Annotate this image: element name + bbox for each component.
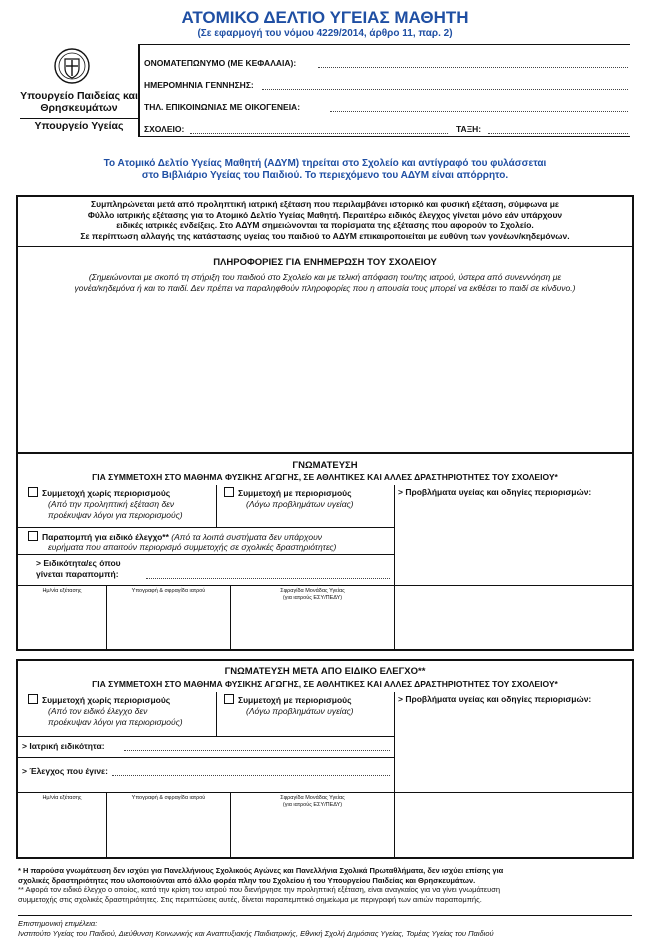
special-col-doctor-signature: Υπογραφή & σφραγίδα ιατρού xyxy=(131,795,206,801)
specialties-line-2: γίνεται παραπομπή: xyxy=(36,568,119,579)
special-col-unit-stamp-2: (για ιατρούς ΕΣΥ/ΠΕΔΥ) xyxy=(282,802,343,808)
special-unrestricted-note-2: προέκυψαν λόγοι για περιορισμούς) xyxy=(48,716,183,727)
school-info-input-area[interactable] xyxy=(20,300,630,450)
class-label: ΤΑΞΗ: xyxy=(456,124,482,134)
name-field[interactable] xyxy=(318,58,628,68)
special-restricted-label: Συμμετοχή με περιορισμούς xyxy=(238,695,352,705)
divider xyxy=(216,485,217,527)
school-info-note xyxy=(18,272,632,293)
unrestricted-option[interactable] xyxy=(28,487,170,499)
class-field[interactable] xyxy=(488,124,628,134)
health-problems-text: Προβλήματα υγείας και οδηγίες περιορισμών: xyxy=(405,487,592,497)
referral-note-2: ευρήματα που απαιτούν περιορισμό συμμετοχής σε σχολικές δραστηριότητες) xyxy=(48,542,337,552)
intro-line-4: Σε περίπτωση αλλαγής της κατάστασης υγείας του παιδιού το ΑΔΥΜ επικαιροποιείται με ευθύνη των γονέων/κηδεμόνων. xyxy=(80,230,570,241)
referral-label: Παραπομπή για ειδικό έλεγχο** xyxy=(42,532,169,542)
restricted-label: Συμμετοχή με περιορισμούς xyxy=(238,488,352,498)
unrestricted-checkbox[interactable] xyxy=(28,487,38,497)
col-unit-stamp-2: (για ιατρούς ΕΣΥ/ΠΕΔΥ) xyxy=(282,595,343,601)
col-exam-date: Ημ/νία εξέτασης xyxy=(42,588,82,594)
divider xyxy=(394,585,395,651)
col-unit-stamp xyxy=(231,588,394,602)
divider xyxy=(18,915,632,916)
school-label: ΣΧΟΛΕΙΟ: xyxy=(144,124,185,134)
specialties-field[interactable] xyxy=(146,569,390,579)
document-subtitle: (Σε εφαρμογή του νόμου 4229/2014, άρθρο 11, παρ. 2) xyxy=(197,28,453,39)
special-assessment-heading: ΓΝΩΜΑΤΕΥΣΗ ΜΕΤΑ ΑΠΟ ΕΙΔΙΚΟ ΕΛΕΓΧΟ** xyxy=(224,666,426,677)
special-health-problems-text: Προβλήματα υγείας και οδηγίες περιορισμών: xyxy=(405,694,592,704)
restricted-checkbox[interactable] xyxy=(224,487,234,497)
school-info-note-1: (Σημειώνονται με σκοπό τη στήριξη του παιδιού στο Σχολείο και με τελική απόφαση του/της ιατρού, ύστερα από συνεννόηση με xyxy=(88,272,562,282)
document-title: ΑΤΟΜΙΚΟ ΔΕΛΤΙΟ ΥΓΕΙΑΣ ΜΑΘΗΤΗ xyxy=(181,8,469,27)
special-specialty-label: > Ιατρική ειδικότητα: xyxy=(22,741,105,751)
special-specialty-text: Ιατρική ειδικότητα: xyxy=(29,741,105,751)
special-health-problems-label: > Προβλήματα υγείας και οδηγίες περιορισμών: xyxy=(398,694,592,704)
divider xyxy=(16,527,395,528)
divider xyxy=(16,792,634,793)
dob-label: ΗΜΕΡΟΜΗΝΙΑ ΓΕΝΝΗΣΗΣ: xyxy=(144,80,254,90)
school-info-note-2: γονέα/κηδεμόνα ή και το παιδί. Δεν πρέπει να παραληφθούν πληροφορίες που η απουσία τους μπορεί να εκθέσει το παιδί σε κίνδυνο.) xyxy=(74,282,576,293)
special-assessment-subheading: ΓΙΑ ΣΥΜΜΕΤΟΧΗ ΣΤΟ ΜΑΘΗΜΑ ΦΥΣΙΚΗΣ ΑΓΩΓΗΣ, ΣΕ ΑΘΛΗΤΙΚΕΣ ΚΑΙ ΑΛΛΕΣ ΔΡΑΣΤΗΡΙΟΤΗΤΕΣ ΤΟΥ ΣΧΟΛΕΙΟΥ* xyxy=(92,679,558,689)
special-unrestricted-checkbox[interactable] xyxy=(28,694,38,704)
special-check-label: > Έλεγχος που έγινε: xyxy=(22,766,108,776)
specialties-line-1: Ειδικότητα/ες όπου xyxy=(43,558,121,568)
header-top-rule xyxy=(138,44,630,45)
footnote-1-line-2: σχολικές δραστηριότητες που υλοποιούνται από άλλο φορέα πλην του Σχολείου ή του Υπουργείου Παιδείας και Θρησκευμάτων. xyxy=(18,875,476,885)
col-doctor-signature: Υπογραφή & σφραγίδα ιατρού xyxy=(131,588,206,594)
specialties-label: > Ειδικότητα/ες όπου γίνεται παραπομπή: xyxy=(36,558,121,579)
special-unrestricted-option[interactable] xyxy=(28,694,170,706)
school-info-heading: ΠΛΗΡΟΦΟΡΙΕΣ ΓΙΑ ΕΝΗΜΕΡΩΣΗ ΤΟΥ ΣΧΟΛΕΙΟΥ xyxy=(213,257,437,268)
special-restricted-option[interactable] xyxy=(224,694,352,706)
unrestricted-note-2: προέκυψαν λόγοι για περιορισμούς) xyxy=(48,509,183,520)
special-restricted-note: (Λόγω προβλημάτων υγείας) xyxy=(246,706,354,716)
hellenic-crest-icon xyxy=(52,46,92,86)
divider xyxy=(16,585,634,586)
referral-checkbox[interactable] xyxy=(28,531,38,541)
divider xyxy=(394,692,395,792)
intro-text xyxy=(18,199,632,241)
divider xyxy=(394,792,395,859)
name-label: ΟΝΟΜΑΤΕΠΩΝΥΜΟ (ΜΕ ΚΕΦΑΛΑΙΑ): xyxy=(144,58,297,68)
special-check-text: Έλεγχος που έγινε: xyxy=(29,766,108,776)
unrestricted-label: Συμμετοχή χωρίς περιορισμούς xyxy=(42,488,171,498)
special-col-unit-stamp xyxy=(231,795,394,809)
col-unit-stamp-1: Σφραγίδα Μονάδας Υγείας xyxy=(280,588,345,594)
header-divider xyxy=(138,44,140,136)
phone-label: ΤΗΛ. ΕΠΙΚΟΙΝΩΝΙΑΣ ΜΕ ΟΙΚΟΓΕΝΕΙΑ: xyxy=(144,102,301,112)
restricted-note: (Λόγω προβλημάτων υγείας) xyxy=(246,499,354,509)
scientific-label: Επιστημονική επιμέλεια: xyxy=(18,919,98,928)
notice-line-2: στο Βιβλιάριο Υγείας του Παιδιού. Το περιεχόμενο του ΑΔΥΜ είναι απόρρητο. xyxy=(141,170,509,181)
divider xyxy=(16,246,634,247)
divider xyxy=(106,792,107,859)
confidentiality-notice xyxy=(0,158,650,182)
special-specialty-field[interactable] xyxy=(124,741,390,751)
intro-line-2: Φύλλο ιατρικής εξέτασης για το Ατομικό Δελτίο Υγείας Μαθητή. Περαιτέρω ειδικός έλεγχος γίνεται μόνο εάν υπάρχουν xyxy=(87,209,563,220)
footnote-2-line-2: συμμετοχής στις σχολικές δραστηριότητες. Στις περιπτώσεις αυτές, δίνεται παραπεμπτικό σημείωμα με περιγραφή των αιτιών παραπομπής. xyxy=(18,894,482,904)
divider xyxy=(16,452,634,454)
scientific-editing xyxy=(18,919,638,938)
divider xyxy=(16,554,395,555)
footnote-1-line-1: * Η παρούσα γνωμάτευση δεν ισχύει για Πανελλήνιους Σχολικούς Αγώνες και Πανελλήνια Σχολικά Πρωταθλήματα, δεν ισχύει επίσης για xyxy=(18,866,504,875)
notice-line-1: Το Ατομικό Δελτίο Υγείας Μαθητή (ΑΔΥΜ) τηρείται στο Σχολείο και αντίγραφό του φυλάσσεται xyxy=(103,158,547,169)
phone-field[interactable] xyxy=(330,102,628,112)
header-bottom-rule xyxy=(138,136,630,137)
special-col-unit-stamp-1: Σφραγίδα Μονάδας Υγείας xyxy=(280,795,345,801)
special-unrestricted-note xyxy=(48,706,183,727)
divider xyxy=(16,757,395,758)
divider xyxy=(16,736,395,737)
divider xyxy=(394,485,395,585)
ministry-health: Υπουργείο Υγείας xyxy=(34,120,124,132)
unrestricted-note xyxy=(48,499,183,520)
intro-line-1: Συμπληρώνεται μετά από προληπτική ιατρική εξέταση που περιλαμβάνει ιστορικό και φυσική εξέταση, σύμφωνα με xyxy=(91,199,559,209)
special-unrestricted-note-1: (Από τον ειδικό έλεγχο δεν xyxy=(48,706,148,716)
ministry-education: Υπουργείο Παιδείας και Θρησκευμάτων xyxy=(20,90,138,114)
scientific-text: Ινστιτούτο Υγείας του Παιδιού, Διεύθυνση Κοινωνικής και Αναπτυξιακής Παιδιατρικής, Εθνική Σχολή Δημόσιας Υγείας, Τομέας Υγείας του Παιδιού xyxy=(18,928,494,938)
assessment-heading: ΓΝΩΜΑΤΕΥΣΗ xyxy=(292,460,358,471)
school-field[interactable] xyxy=(190,124,448,134)
intro-line-3: ειδικές ιατρικές ενδείξεις. Στο ΑΔΥΜ σημειώνονται τα πορίσματα της εξέτασης που αφορούν το Σχολείο. xyxy=(116,220,534,230)
assessment-subheading: ΓΙΑ ΣΥΜΜΕΤΟΧΗ ΣΤΟ ΜΑΘΗΜΑ ΦΥΣΙΚΗΣ ΑΓΩΓΗΣ, ΣΕ ΑΘΛΗΤΙΚΕΣ ΚΑΙ ΑΛΛΕΣ ΔΡΑΣΤΗΡΙΟΤΗΤΕΣ ΤΟΥ ΣΧΟΛΕΙΟΥ* xyxy=(92,472,558,482)
header-divider-horizontal xyxy=(20,118,138,119)
footnotes xyxy=(18,866,638,904)
special-restricted-checkbox[interactable] xyxy=(224,694,234,704)
referral-option[interactable] xyxy=(28,531,394,543)
referral-note-1: (Από τα λοιπά συστήματα δεν υπάρχουν xyxy=(171,532,323,542)
unrestricted-note-1: (Από την προληπτική εξέταση δεν xyxy=(48,499,175,509)
restricted-option[interactable] xyxy=(224,487,352,499)
special-col-exam-date: Ημ/νία εξέτασης xyxy=(42,795,82,801)
footnote-2-line-1: ** Αφορά τον ειδικό έλεγχο ο οποίος, κατά την κρίση του ιατρού που διενήργησε την προληπτική εξέταση, είναι αναγκαίος για να γίνει γνωμάτευση xyxy=(18,885,500,894)
divider xyxy=(216,692,217,736)
special-check-field[interactable] xyxy=(112,766,390,776)
dob-field[interactable] xyxy=(262,80,628,90)
special-unrestricted-label: Συμμετοχή χωρίς περιορισμούς xyxy=(42,695,171,705)
health-problems-label: > Προβλήματα υγείας και οδηγίες περιορισμών: xyxy=(398,487,592,497)
